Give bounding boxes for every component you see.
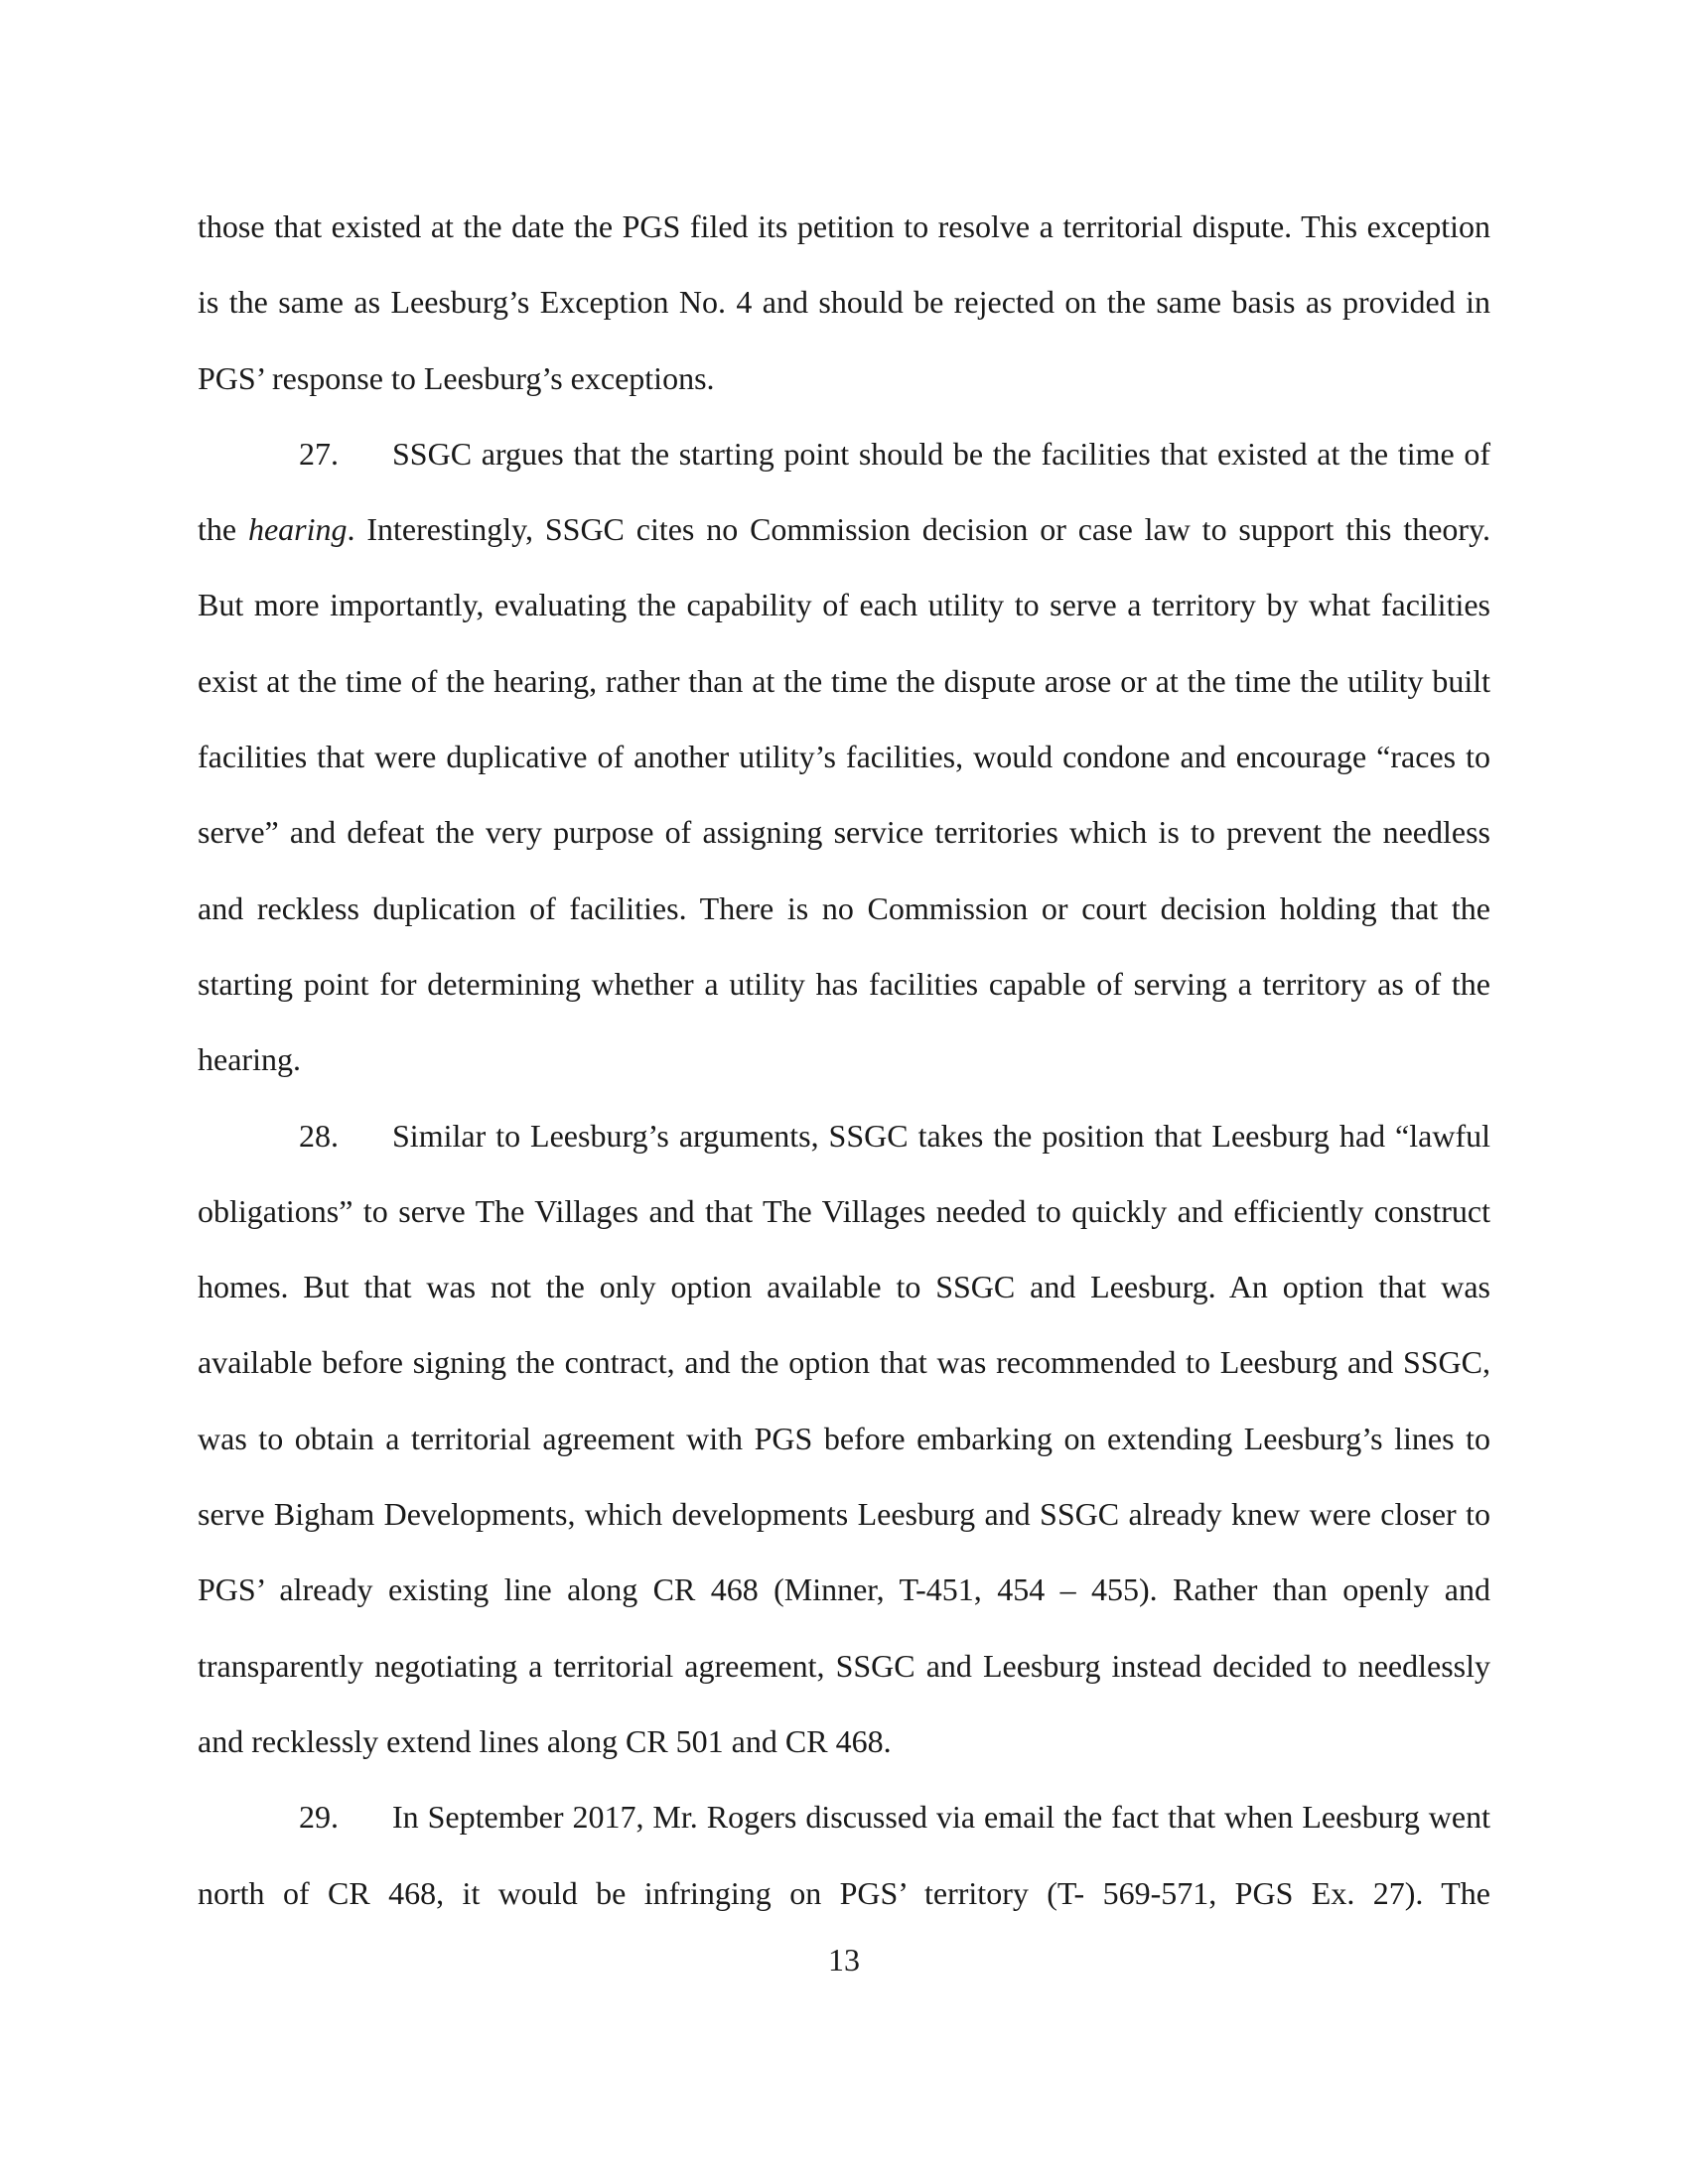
paragraph-text: Similar to Leesburg’s arguments, SSGC takes the position that Leesburg had “lawful obligations” to serve The Villages and that The Villages needed to quickly and efficiently construct homes. But that was not the only option available to SSGC and Leesburg. An option that was available before signing the contract, and the option that was recommended to Leesburg and SSGC, was to obtain a territorial agreement with PGS before embarking on extending Leesburg’s lines to serve Bigham Developments, which developments Leesburg and SSGC already knew were closer to PGS’ already existing line along CR 468 (Minner, T-451, 454 – 455). Rather than openly and transparently negotiating a territorial agreement, SSGC and Leesburg instead decided to needlessly and recklessly extend lines along CR 501 and CR 468. — [198, 1117, 1490, 1759]
paragraph-text: SSGC argues that the starting point should be the facilities that existed at the time of the — [198, 435, 1490, 548]
paragraph-27: 27. SSGC argues that the starting point should be the facilities that existed at the time of the hearing. Interestingly, SSGC cites no Commission decision or case law to support this theory. But more importantly, evaluating the capability of each utility to serve a territory by what facilities exist at the time of the hearing, rather than at the time the dispute arose or at the time the utility built facilities that were duplicative of another utility’s facilities, would condone and encourage “races to serve” and defeat the very purpose of assigning service territories which is to prevent the needless and reckless duplication of facilities. There is no Commission or court decision holding that the starting point for determining whether a utility has facilities capable of serving a territory as of the hearing. — [198, 435, 1491, 1078]
body-text — [198, 189, 1490, 1931]
paragraph-text: In September 2017, Mr. Rogers discussed via email the fact that when Leesburg went north of CR 468, it would be infringing on PGS’ territory (T- 569-571, PGS Ex. 27). The — [198, 1799, 1490, 1911]
continuation-text: those that existed at the date the PGS filed its petition to resolve a territorial dispute. This exception is the same as Leesburg’s Exception No. 4 and should be rejected on the same basis as provided in PGS’ response to Leesburg’s exceptions. — [198, 208, 1490, 396]
paragraph-29: 29. In September 2017, Mr. Rogers discussed via email the fact that when Leesburg went north of CR 468, it would be infringing on PGS’ territory (T- 569-571, PGS Ex. 27). The — [198, 1799, 1490, 1911]
paragraph-text-continued: . Interestingly, SSGC cites no Commission decision or case law to support this theory. But more importantly, evaluating the capability of each utility to serve a territory by what facilities exist at the time of the hearing, rather than at the time the dispute arose or at the time the utility built facilities that were duplicative of another utility’s facilities, would condone and encourage “races to serve” and defeat the very purpose of assigning service territories which is to prevent the needless and reckless duplication of facilities. There is no Commission or court decision holding that the starting point for determining whether a utility has facilities capable of serving a territory as of the hearing. — [198, 511, 1491, 1078]
paragraph-emphasis: hearing — [247, 511, 348, 548]
paragraph-28: 28. Similar to Leesburg’s arguments, SSGC takes the position that Leesburg had “lawful obligations” to serve The Villages and that The Villages needed to quickly and efficiently construct homes. But that was not the only option available to SSGC and Leesburg. An option that was available before signing the contract, and the option that was recommended to Leesburg and SSGC, was to obtain a territorial agreement with PGS before embarking on extending Leesburg’s lines to serve Bigham Developments, which developments Leesburg and SSGC already knew were closer to PGS’ already existing line along CR 468 (Minner, T-451, 454 – 455). Rather than openly and transparently negotiating a territorial agreement, SSGC and Leesburg instead decided to needlessly and recklessly extend lines along CR 501 and CR 468. — [198, 1117, 1490, 1759]
continuation-paragraph — [198, 189, 1490, 416]
page-number: 13 — [828, 1942, 860, 1978]
